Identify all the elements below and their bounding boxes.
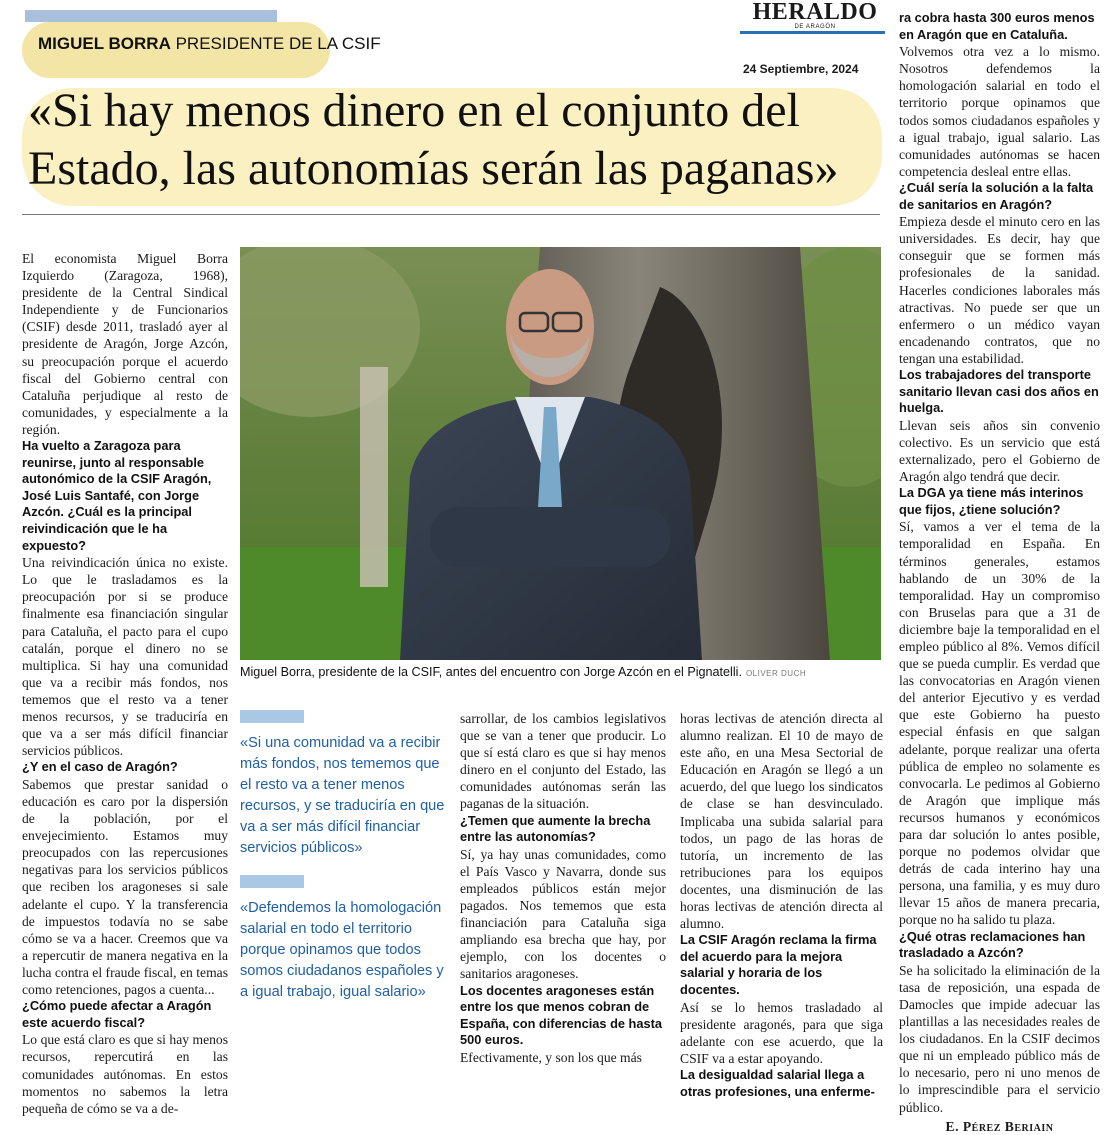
kicker-role: PRESIDENTE DE LA CSIF xyxy=(175,34,381,53)
body-paragraph: sarrollar, de los cambios legislativos que se van a tener que producir. Lo que sí está claro es que si hay menos dinero en el conjunto del Estado, las comunidades autónomas serán las paganas de la situación. xyxy=(460,711,666,812)
pull-quote-text: «Si una comunidad va a recibir más fondos, nos tememos que el resto va a tener menos recursos, y se traduciría en que va a ser más difícil financiar servicios públicos» xyxy=(240,735,445,856)
photo-illustration xyxy=(240,247,881,660)
pull-quote-bar xyxy=(240,875,304,888)
pull-quote-text: «Defendemos la homologación salarial en todo el territorio porque opinamos que todos somos ciudadanos españoles y a igual trabajo, igual salario» xyxy=(240,900,444,1000)
body-paragraph: Se ha solicitado la eliminación de la tasa de reposición, una espada de Damocles que impide adecuar las plantillas a las necesidades reales de los ciudadanos. En la CSIF decimos que ni un empleado público más de lo necesario, pero ni uno menos de lo imprescindible para el servicio público. xyxy=(899,962,1100,1115)
author-signature: E. Pérez Beriain xyxy=(945,1118,1054,1134)
kicker xyxy=(38,34,381,54)
body-paragraph: Volvemos otra vez a lo mismo. Nosotros defendemos la homologación salarial en todo el territorio porque opinamos que todos somos ciudadanos españoles y a igual trabajo, igual salario. Las comunidades autónomas se hacen competencia desleal entre ellas. xyxy=(899,44,1100,179)
logo-subtitle: DE ARAGÓN xyxy=(794,24,836,30)
interview-question: ¿Y en el caso de Aragón? xyxy=(22,759,178,775)
body-paragraph: Empieza desde el minuto cero en las universidades. Es decir, hay que conseguir que se formen más profesionales de la sanidad. Hacerles condiciones laborales más atractivas. No puede ser que un enfermero o un médico vayan encadenando contratos, que no tengan una estabilidad. xyxy=(899,214,1100,366)
section-color-bar xyxy=(25,10,277,22)
interview-question: ra cobra hasta 300 euros menos en Aragón que en Cataluña. xyxy=(899,10,1095,42)
body-paragraph: Efectivamente, y son los que más xyxy=(460,1049,642,1065)
pull-quote-2 xyxy=(240,875,445,1003)
interview-question: Los trabajadores del transporte sanitario llevan casi dos años en huelga. xyxy=(899,366,1099,416)
interview-question: ¿Cómo puede afectar a Aragón este acuerdo fiscal? xyxy=(22,998,212,1030)
logo-title: HERALDO xyxy=(752,0,878,25)
article-column-5 xyxy=(899,10,1100,1135)
interview-question: Ha vuelto a Zaragoza para reunirse, junto al responsable autonómico de la CSIF Aragón, José Luis Santafé, con Jorge Azcón. ¿Cuál es la principal reivindicación que le ha expuesto? xyxy=(22,438,212,553)
body-paragraph: Así se lo hemos trasladado al presidente aragonés, para que siga adelante con ese acuerdo, que la CSIF va a estar apoyando. xyxy=(680,999,883,1066)
body-paragraph: Una reivindicación única no existe. Lo que le trasladamos es la preocupación por si se produce finalmente esa financiación singular para Cataluña, el pacto para el cupo catalán, porque el dinero no se multiplica. Si hay una comunidad que va a recibir más fondos, nos tememos que el resto va a tener menos recursos, y se traduciría en que va a ser más difícil financiar servicios públicos. xyxy=(22,555,228,759)
body-paragraph: Lo que está claro es que si hay menos recursos, repercutirá en las comunidades autónomas. En estos momentos no sabemos la letra pequeña de cómo se va a de- xyxy=(22,1032,228,1116)
article-column-1 xyxy=(22,250,228,1117)
interview-question: ¿Cuál sería la solución a la falta de sanitarios en Aragón? xyxy=(899,179,1094,212)
body-paragraph: horas lectivas de atención directa al alumno realizan. El 10 de mayo de este año, en una Mesa Sectorial de Educación en Aragón se llegó a un acuerdo, del que luego los sindicatos de clase se han desvinculado. Implicaba una subida salarial para todos, un pago de las horas de tutoría, un incremento de las retribuciones para los equipos docentes, una disminución de las horas lectivas de atención directa al alumno. xyxy=(680,711,883,932)
kicker-name: MIGUEL BORRA xyxy=(38,34,171,53)
interview-question: Los docentes aragoneses están entre los que menos cobran de España, con diferencias de hasta 500 euros. xyxy=(460,982,662,1048)
interview-question: ¿Qué otras reclamaciones han trasladado a Azcón? xyxy=(899,928,1086,961)
logo-rule xyxy=(740,31,885,34)
pull-quote-bar xyxy=(240,710,304,723)
body-paragraph: Llevan seis años sin convenio colectivo. Es un servicio que está externalizado, pero el Gobierno de Aragón algo tendrá que decir. xyxy=(899,417,1100,485)
headline-divider xyxy=(22,214,880,215)
body-paragraph: El economista Miguel Borra Izquierdo (Zaragoza, 1968), presidente de la Central Sindical Independiente y de Funcionarios (CSIF) desde 2011, trasladó ayer al presidente de Aragón, Jorge Azcón, su preocupación porque el acuerdo fiscal del Gobierno central con Cataluña perjudique al resto de comunidades, y especialmente a la región. xyxy=(22,251,228,437)
body-paragraph: Sabemos que prestar sanidad o educación es caro por la dispersión de la población, por el envejecimiento. Estamos muy preocupados con las repercusiones negativas para los servicios públicos que reciben los aragoneses si sale adelante el cupo. Y la transferencia de impuestos todavía no se sabe cómo se va a hacer. Creemos que va a repercutir de manera negativa en la lucha contra el fraude fiscal, en temas como retenciones, pagos a cuenta... xyxy=(22,776,228,998)
newspaper-logo xyxy=(745,0,885,30)
caption-text: Miguel Borra, presidente de la CSIF, antes del encuentro con Jorge Azcón en el Pignatelli. xyxy=(240,665,742,679)
article-column-4 xyxy=(680,710,883,1100)
interview-question: La CSIF Aragón reclama la firma del acuerdo para la mejora salarial y horaria de los docentes. xyxy=(680,932,877,997)
interview-question: La DGA ya tiene más interinos que fijos, ¿tiene solución? xyxy=(899,485,1084,517)
article-column-3 xyxy=(460,710,666,1066)
photo-caption xyxy=(240,665,880,679)
body-paragraph: Sí, vamos a ver el tema de la temporalidad en España. En términos generales, estamos hablando de un 30% de la temporalidad. Hay un compromiso con Bruselas para que a 31 de diciembre baje la temporalidad en el empleo público al 8%. Vemos difícil que se pueda cumplir. Es verdad que las convocatorias en Aragón vienen del anterior Ejecutivo y es verdad que este Gobierno ha puesto especial énfasis en que salgan adelante, porque realizar una oferta pública de empleo no solamente es convocarla. Le pedimos al Gobierno de Aragón que implique más recursos humanos y económicos para dar solución lo antes posible, porque no podemos olvidar que detrás de cada interino hay una persona, una familia, y es muy duro llevar 15 años de manera precaria, porque no ha salido tu plaza. xyxy=(899,519,1100,928)
body-paragraph: Sí, ya hay unas comunidades, como el País Vasco y Navarra, donde sus empleados públicos están mejor pagados. Nos tememos que esta financiación para Cataluña siga ampliando esa brecha que hay, por ejemplo, con los docentes o sanitarios aragoneses. xyxy=(460,846,666,982)
interview-question: ¿Temen que aumente la brecha entre las autonomías? xyxy=(460,812,651,845)
headline-line-2: Estado, las autonomías serán las paganas» xyxy=(28,142,839,195)
interview-question: La desigualdad salarial llega a otras profesiones, una enferme- xyxy=(680,1066,875,1099)
headline-line-1: «Si hay menos dinero en el conjunto del xyxy=(28,84,800,137)
photo-credit: OLIVER DUCH xyxy=(745,669,807,678)
headline xyxy=(28,82,898,198)
pull-quote-1 xyxy=(240,710,445,859)
publication-date: 24 Septiembre, 2024 xyxy=(743,62,859,76)
portrait-photo xyxy=(240,247,881,660)
